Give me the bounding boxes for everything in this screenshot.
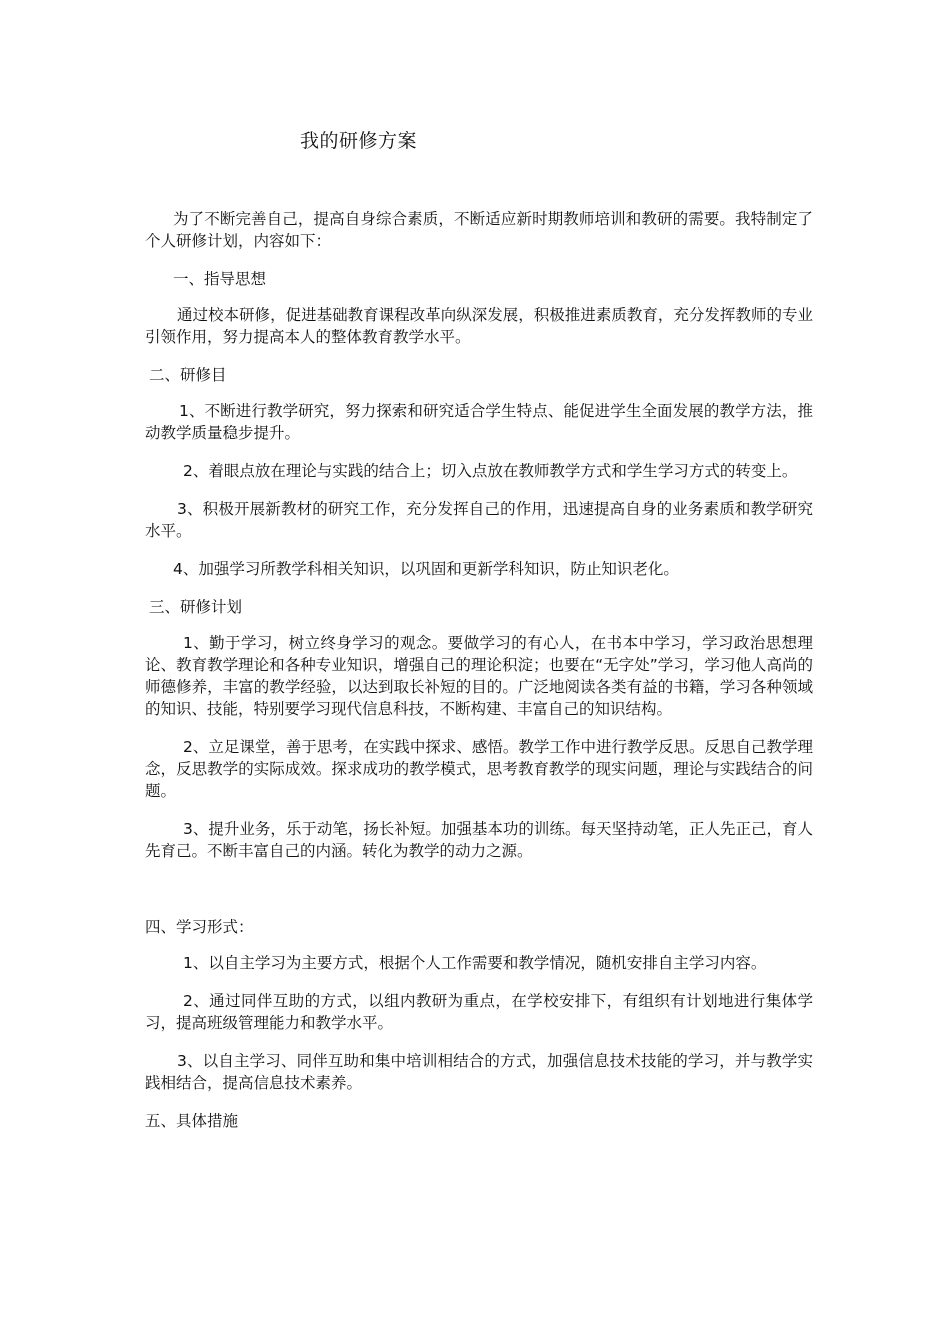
form-item-2: 2、通过同伴互助的方式，以组内教研为重点，在学校安排下，有组织有计划地进行集体学习，提高班级管理能力和教学水平。: [145, 992, 813, 1032]
plan-item-2: 2、立足课堂，善于思考，在实践中探求、感悟。教学工作中进行教学反思。反思自己教学理念，反思教学的实际成效。探求成功的教学模式，思考教育教学的现实问题，理论与实践结合的问题。: [145, 738, 813, 800]
goal-item-3: 3、积极开展新教材的研究工作，充分发挥自己的作用，迅速提高自身的业务素质和教学研究水平。: [145, 500, 813, 540]
form-item-3: 3、以自主学习、同伴互助和集中培训相结合的方式，加强信息技术技能的学习，并与教学实践相结合，提高信息技术素养。: [145, 1052, 813, 1092]
section-heading-3: 三、研修计划: [149, 598, 243, 616]
intro-paragraph: 为了不断完善自己，提高自身综合素质，不断适应新时期教师培训和教研的需要。我特制定了个人研修计划，内容如下：: [145, 210, 813, 250]
section-heading-1: 一、指导思想: [173, 270, 267, 288]
section-heading-2: 二、研修目: [149, 366, 227, 384]
section-heading-5: 五、具体措施: [145, 1112, 239, 1130]
section-heading-4: 四、学习形式：: [145, 918, 254, 936]
goal-item-2: 2、着眼点放在理论与实践的结合上；切入点放在教师教学方式和学生学习方式的转变上。: [183, 462, 798, 480]
document-body: [145, 208, 813, 1146]
goal-item-1: 1、不断进行教学研究，努力探索和研究适合学生特点、能促进学生全面发展的教学方法，推动教学质量稳步提升。: [145, 402, 813, 442]
goal-item-4: 4、加强学习所教学科相关知识，以巩固和更新学科知识，防止知识老化。: [173, 560, 679, 578]
document-title: 我的研修方案: [300, 130, 418, 152]
guiding-thought-paragraph: 通过校本研修，促进基础教育课程改革向纵深发展，积极推进素质教育，充分发挥教师的专业引领作用，努力提高本人的整体教育教学水平。: [145, 306, 813, 346]
plan-item-1: 1、勤于学习，树立终身学习的观念。要做学习的有心人，在书本中学习，学习政治思想理论、教育教学理论和各种专业知识，增强自己的理论积淀；也要在“无字处”学习，学习他人高尚的师德修养，丰富的教学经验，以达到取长补短的目的。广泛地阅读各类有益的书籍，学习各种领域的知识、技能，特别要学习现代信息科技，不断构建、丰富自己的知识结构。: [145, 634, 813, 718]
spacer: [145, 878, 813, 916]
plan-item-3: 3、提升业务，乐于动笔，扬长补短。加强基本功的训练。每天坚持动笔，正人先正己，育人先育己。不断丰富自己的内涵。转化为教学的动力之源。: [145, 820, 813, 860]
form-item-1: 1、以自主学习为主要方式，根据个人工作需要和教学情况，随机安排自主学习内容。: [183, 954, 767, 972]
